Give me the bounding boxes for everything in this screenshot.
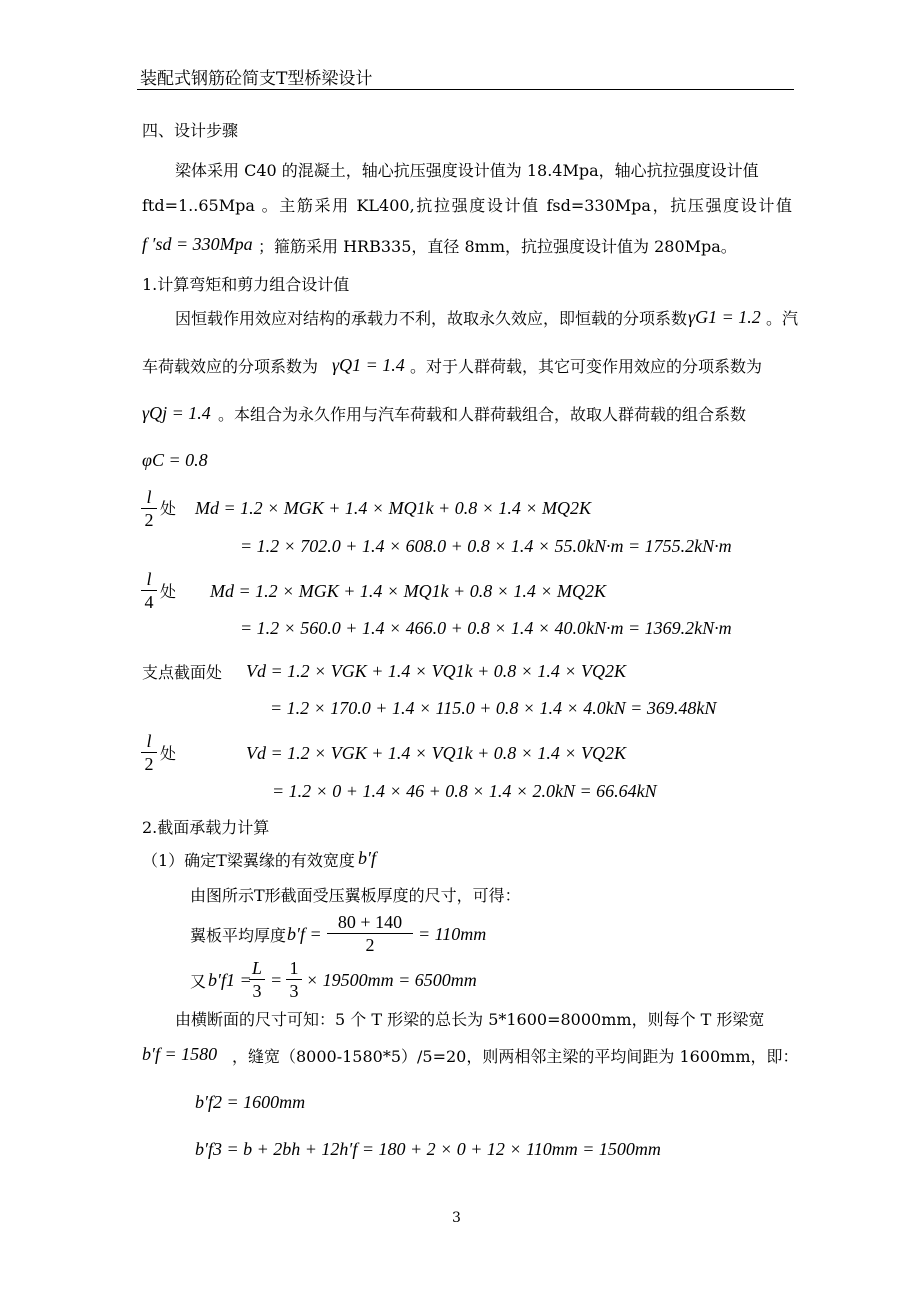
fraction-denominator: 3 bbox=[289, 981, 299, 1001]
fraction-1-over-3 bbox=[286, 958, 302, 1001]
fraction-denominator: 2 bbox=[365, 935, 375, 955]
step1-line-2: 车荷载效应的分项系数为 bbox=[142, 357, 319, 376]
fraction-denominator: 4 bbox=[144, 592, 154, 612]
eq1-line-2: = 1.2 × 702.0 + 1.4 × 608.0 + 0.8 × 1.4 × 55.0kN·m = 1755.2kN·m bbox=[240, 536, 732, 556]
fraction-denominator: 2 bbox=[144, 754, 154, 774]
intro-formula-fsd: f ′sd = 330Mpa bbox=[142, 234, 253, 254]
gamma-qj-formula: γQj = 1.4 bbox=[142, 403, 211, 423]
fraction-numerator: l bbox=[146, 487, 152, 507]
section-title: 四、设计步骤 bbox=[142, 121, 239, 140]
eq2-label: 处 bbox=[160, 582, 177, 601]
fraction-denominator: 2 bbox=[144, 510, 154, 530]
intro-line-1: 梁体采用 C40 的混凝土，轴心抗压强度设计值为 18.4Mpa，轴心抗拉强度设计值 bbox=[175, 161, 759, 180]
fraction-numerator: 1 bbox=[289, 958, 299, 978]
fraction-l-over-2-shear bbox=[141, 731, 157, 774]
eq3-line-2: = 1.2 × 170.0 + 1.4 × 115.0 + 0.8 × 1.4 × 4.0kN = 369.48kN bbox=[270, 698, 717, 718]
fraction-numerator: l bbox=[146, 569, 152, 589]
page-number: 3 bbox=[452, 1210, 461, 1226]
step1-line-3: 。本组合为永久作用与汽车荷载和人群荷载组合，故取人群荷载的组合系数 bbox=[218, 405, 747, 424]
bf1-rhs: × 19500mm = 6500mm bbox=[306, 970, 477, 990]
bf1-prefix: 又 bbox=[190, 972, 207, 991]
intro-line-2: ftd=1..65Mpa 。主筋采用 KL400,抗拉强度设计值 fsd=330Mpa，抗压强度设计值 bbox=[142, 196, 792, 215]
eq4-line-1: Vd = 1.2 × VGK + 1.4 × VQ1k + 0.8 × 1.4 × VQ2K bbox=[246, 743, 627, 763]
fraction-l-over-4 bbox=[141, 569, 157, 612]
eq3-label: 支点截面处 bbox=[142, 663, 223, 682]
gamma-g1-formula: γG1 = 1.2 bbox=[688, 307, 761, 327]
step2-line-4: 由横断面的尺寸可知：5 个 T 形梁的总长为 5*1600=8000mm，则每个 T 形梁宽 bbox=[175, 1010, 765, 1029]
eq1-line-1: Md = 1.2 × MGK + 1.4 × MQ1k + 0.8 × 1.4 × MQ2K bbox=[195, 498, 591, 518]
eq1-label: 处 bbox=[160, 499, 177, 518]
page-header-title: 装配式钢筋砼简支T型桥梁设计 bbox=[140, 69, 373, 89]
step1-line-2-end: 。对于人群荷载，其它可变作用效应的分项系数为 bbox=[410, 357, 763, 376]
bf1-lhs: b′f1 = bbox=[208, 970, 252, 990]
step1-line-1: 因恒载作用效应对结构的承载力不利，故取永久效应，即恒载的分项系数 bbox=[175, 309, 688, 328]
phi-c-formula: φC = 0.8 bbox=[142, 450, 208, 470]
bf-symbol: b′f bbox=[358, 848, 376, 868]
step2-line-5: ，缝宽（8000-1580*5）/5=20，则两相邻主梁的平均间距为 1600mm，即： bbox=[232, 1047, 799, 1066]
fraction-l-over-2 bbox=[141, 487, 157, 530]
eq4-label: 处 bbox=[160, 744, 177, 763]
eq4-line-2: = 1.2 × 0 + 1.4 × 46 + 0.8 × 1.4 × 2.0kN = 66.64kN bbox=[272, 781, 657, 801]
avg-thickness-label: 翼板平均厚度 bbox=[190, 926, 287, 945]
step2-title: 2.截面承载力计算 bbox=[142, 818, 270, 837]
fraction-denominator: 3 bbox=[252, 981, 262, 1001]
fraction-L-over-3 bbox=[249, 958, 265, 1001]
step2-sub1: （1）确定T梁翼缘的有效宽度 bbox=[142, 851, 355, 870]
bf-1580-formula: b′f = 1580 bbox=[142, 1044, 218, 1064]
bf1-equals: = bbox=[270, 970, 283, 990]
eq2-line-2: = 1.2 × 560.0 + 1.4 × 466.0 + 0.8 × 1.4 × 40.0kN·m = 1369.2kN·m bbox=[240, 618, 732, 638]
fraction-numerator: L bbox=[251, 958, 262, 978]
step1-title: 1.计算弯矩和剪力组合设计值 bbox=[142, 275, 350, 294]
eq2-line-1: Md = 1.2 × MGK + 1.4 × MQ1k + 0.8 × 1.4 × MQ2K bbox=[210, 581, 606, 601]
avg-thickness-lhs: b′f = bbox=[287, 924, 322, 944]
header-rule bbox=[137, 89, 794, 90]
step1-line-1-end: 。汽 bbox=[766, 309, 799, 328]
avg-thickness-rhs: = 110mm bbox=[418, 924, 487, 944]
gamma-q1-formula: γQ1 = 1.4 bbox=[332, 355, 405, 375]
intro-line-3: ；箍筋采用 HRB335，直径 8mm，抗拉强度设计值为 280Mpa。 bbox=[258, 237, 737, 256]
avg-thickness-fraction bbox=[327, 912, 413, 955]
bf3-formula: b′f3 = b + 2bh + 12h′f = 180 + 2 × 0 + 12 × 110mm = 1500mm bbox=[195, 1139, 661, 1159]
fraction-numerator: l bbox=[146, 731, 152, 751]
eq3-line-1: Vd = 1.2 × VGK + 1.4 × VQ1k + 0.8 × 1.4 × VQ2K bbox=[246, 661, 627, 681]
bf2-formula: b′f2 = 1600mm bbox=[195, 1092, 306, 1112]
step2-line-1: 由图所示T形截面受压翼板厚度的尺寸，可得： bbox=[190, 886, 521, 905]
fraction-numerator: 80 + 140 bbox=[337, 912, 403, 932]
